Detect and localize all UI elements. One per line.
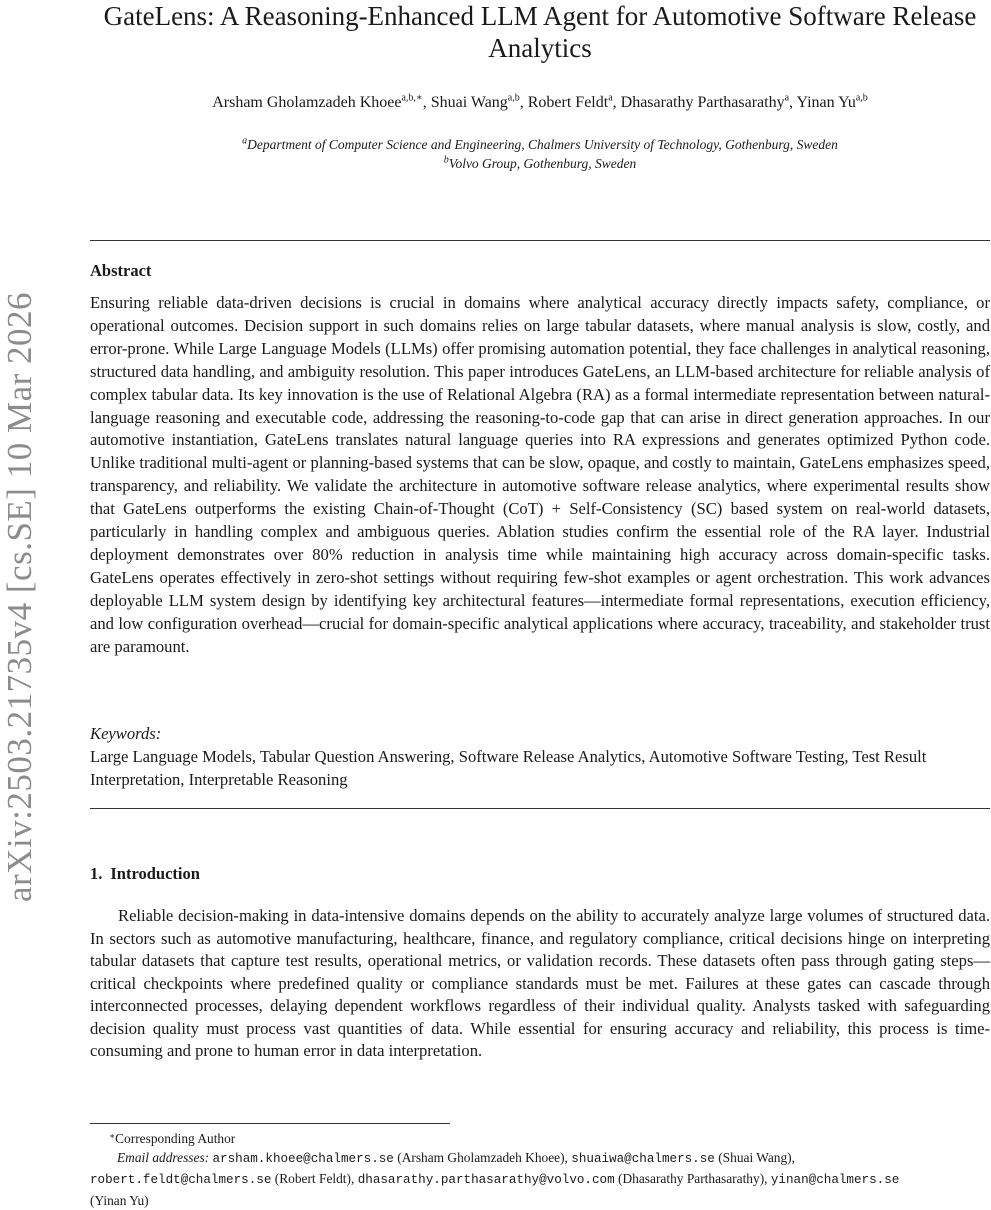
author-affil-mark: a,b [855,92,868,104]
arxiv-side-stamp [0,262,40,932]
author-affil-mark: a,b [507,92,520,104]
email-addresses-note [90,1148,990,1169]
affiliation-mark: b [443,154,449,166]
email-link[interactable]: shuaiwa@chalmers.se [571,1152,715,1167]
affiliation-text: Volvo Group, Gothenburg, Sweden [448,156,637,171]
email-link[interactable]: robert.feldt@chalmers.se [90,1173,272,1188]
email-addresses-cont [90,1169,990,1190]
paper-title: GateLens: A Reasoning-Enhanced LLM Agent for Automotive Software Release Analytics [103,1,977,63]
top-divider [90,240,990,241]
abstract-body: Ensuring reliable data-driven decisions is crucial in domains where analytical accuracy directly impacts safety, compliance, or operational outcomes. Decision support in such domains relies on large tabular datasets, where manual analysis is slow, costly, and error-prone. While Large Language Models (LLMs) offer promising automation potential, they face challenges in analytical reasoning, structured data handling, and ambiguity resolution. This paper introduces GateLens, an LLM-based architecture for reliable analysis of complex tabular data. Its key innovation is the use of Relational Algebra (RA) as a formal intermediate representation between natural-language reasoning and executable code, addressing the reasoning-to-code gap that can arise in direct generation approaches. In our automotive instantiation, GateLens translates natural language queries into RA expressions and generates optimized Python code. Unlike traditional multi-agent or planning-based systems that can be slow, opaque, and costly to maintain, GateLens emphasizes speed, transparency, and reliability. We validate the architecture in automotive software release analytics, where experimental results show that GateLens outperforms the existing Chain-of-Thought (CoT) + Self-Consistency (SC) based system on real-world datasets, particularly in handling complex and ambiguous queries. Ablation studies confirm the essential role of the RA layer. Industrial deployment demonstrates over 80% reduction in analysis time while maintaining high accuracy across domain-specific tasks. GateLens operates effectively in zero-shot settings without requiring few-shot examples or agent orchestration. This work advances deployable LLM system design by identifying key architectural features—intermediate formal representations, execution efficiency, and low configuration overhead—crucial for domain-specific analytical applications where accuracy, traceability, and stakeholder trust are paramount. [90,293,990,656]
affiliation-text: Department of Computer Science and Engineering, Chalmers University of Technology, Gothenburg, Sweden [247,137,838,152]
corresponding-author-label: Corresponding Author [115,1131,236,1146]
author-name: Arsham Gholamzadeh Khoee [212,94,402,111]
arxiv-identifier: arXiv:2503.21735v4 [cs.SE] 10 Mar 2026 [0,291,40,903]
author-name: Shuai Wang [430,94,508,111]
email-link[interactable]: dhasarathy.parthasarathy@volvo.com [357,1173,615,1188]
author-affil-mark: a [608,92,613,104]
email-owner: (Yinan Yu) [90,1192,149,1208]
corresponding-author-note [90,1127,990,1148]
footnote-mark: ∗ [109,1131,116,1141]
email-link[interactable]: yinan@chalmers.se [770,1173,900,1188]
affiliation-item [90,135,990,154]
author-name: Yinan Yu [796,94,856,111]
abstract-heading: Abstract [90,261,152,280]
footnotes [90,1127,990,1210]
introduction-body: Reliable decision-making in data-intensive domains depends on the ability to accurately analyze large volumes of structured data. In sectors such as automotive manufacturing, healthcare, finance, and regulatory compliance, critical decisions hinge on interpreting tabular datasets that capture test results, operational metrics, or validation records. These datasets often pass through gating steps—critical checkpoints where predefined quality or compliance standards must be met. Failures at these gates can cascade through interconnected processes, delaying dependent workflows regardless of their individual quality. Analysts tasked with safeguarding decision quality must process vast quantities of data. While essential for ensuring accuracy and reliability, this process is time-consuming and prone to human error in data interpretation. [90,906,990,1060]
affiliation-mark: a [242,135,248,147]
author-name: Dhasarathy Parthasarathy [620,94,785,111]
section-heading [90,864,200,884]
keywords-list: Large Language Models, Tabular Question Answering, Software Release Analytics, Automotive Software Testing, Test Result Interpretation, Interpretable Reasoning [90,747,927,789]
email-owner: (Robert Feldt), [274,1171,355,1187]
affiliation-item [90,154,990,173]
author-list: Arsham Gholamzadeh Khoee$^{a,b,∗}$, Shuai Wang$^{a,b}$, Robert Feldt$^a$, Dhasarathy Parthasarathy$^a$, Yinan Yu$^{a,b}$ [212,92,868,111]
keywords-heading: Keywords: [90,724,162,743]
footnote-divider [90,1123,450,1124]
email-owner: (Dhasarathy Parthasarathy), [618,1171,768,1187]
section-number: 1. [90,864,103,883]
affiliations [90,135,990,173]
author-affil-mark: a,b,∗ [401,92,423,104]
email-addresses-end [90,1191,990,1210]
email-label: Email addresses: [117,1150,210,1166]
email-owner: (Arsham Gholamzadeh Khoee), [397,1150,568,1166]
author-name: Robert Feldt [527,94,609,111]
email-link[interactable]: arsham.khoee@chalmers.se [212,1152,394,1167]
email-owner: (Shuai Wang), [718,1150,795,1166]
section-title: Introduction [110,864,200,883]
author-affil-mark: a [784,92,790,104]
bottom-divider [90,808,990,809]
